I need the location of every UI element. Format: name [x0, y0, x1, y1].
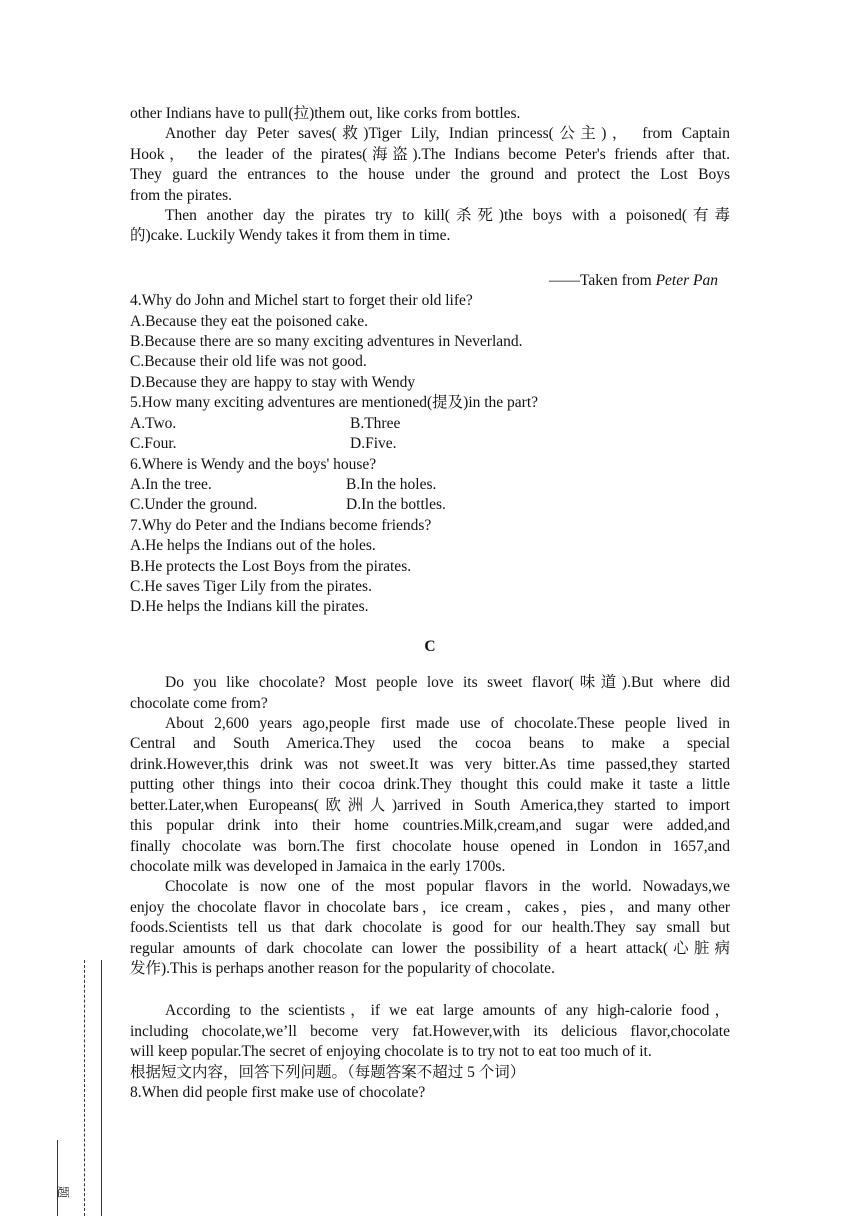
- option-row: [130, 434, 730, 454]
- question-8: 8.When did people first make use of chocolate?: [130, 1083, 426, 1101]
- passage-c-line: chocolate come from?: [130, 694, 268, 712]
- passage-c-line: According to the scientists，if we eat large amounts of any high-calorie food，: [165, 1002, 730, 1020]
- passage-c-line: putting other things into their cocoa drink.They thought this could make it taste a little: [130, 776, 730, 794]
- question-4: 4.Why do John and Michel start to forget their old life?: [130, 292, 473, 310]
- margin-label: 题: [56, 1186, 70, 1199]
- section-heading: C: [424, 637, 436, 655]
- option: A.In the tree.: [130, 475, 212, 493]
- passage-c-line: foods.Scientists tell us that dark chocolate is good for our health.They say small but: [130, 919, 730, 937]
- question-7: 7.Why do Peter and the Indians become friends?: [130, 516, 432, 534]
- option: B.Because there are so many exciting adventures in Neverland.: [130, 333, 523, 351]
- passage-c-line: About 2,600 years ago,people first made use of chocolate.These people lived in: [165, 715, 730, 733]
- option: C.Because their old life was not good.: [130, 353, 367, 371]
- binding-solid-line: [101, 960, 102, 1216]
- option: C.Four.: [130, 435, 177, 453]
- passage-c-line: Chocolate is now one of the most popular flavors in the world. Nowadays,we: [165, 878, 730, 896]
- passage-c-line: Do you like chocolate? Most people love its sweet flavor(味道).But where did: [165, 674, 730, 692]
- option: A.Two.: [130, 414, 177, 432]
- passage-c-line: finally chocolate was born.The first chocolate house opened in London in 1657,and: [130, 837, 730, 855]
- option-row: [130, 475, 730, 495]
- option: C.He saves Tiger Lily from the pirates.: [130, 577, 372, 595]
- option: D.In the bottles.: [346, 496, 446, 514]
- passage-b-line: Another day Peter saves(救)Tiger Lily, Indian princess(公主)， from Captain: [165, 125, 730, 143]
- option: D.He helps the Indians kill the pirates.: [130, 598, 369, 616]
- option: D.Five.: [350, 435, 397, 453]
- question-6: 6.Where is Wendy and the boys' house?: [130, 455, 377, 473]
- option: C.Under the ground.: [130, 496, 258, 514]
- passage-c-line: 发作).This is perhaps another reason for the popularity of chocolate.: [130, 959, 555, 977]
- passage-b-line: other Indians have to pull(拉)them out, like corks from bottles.: [130, 105, 521, 122]
- passage-b-line: 的)cake. Luckily Wendy takes it from them in time.: [130, 227, 451, 245]
- passage-c-line: this popular drink into their home countries.Milk,cream,and sugar were added,and: [130, 817, 730, 835]
- binding-line: [57, 1140, 58, 1216]
- passage-c-line: including chocolate,we’ll become very fat.However,with its delicious flavor,chocolate: [130, 1022, 730, 1040]
- source-citation: ——Taken from Peter Pan: [549, 271, 718, 289]
- question-5: 5.How many exciting adventures are mentioned(提及)in the part?: [130, 394, 539, 412]
- page-content: [130, 104, 730, 1103]
- passage-c-line: enjoy the chocolate flavor in chocolate bars，ice cream，cakes，pies，and many other: [130, 898, 730, 916]
- instruction: 根据短文内容，回答下列问题。（每题答案不超过 5 个词）: [130, 1063, 526, 1081]
- option: B.Three: [350, 414, 401, 432]
- passage-c-line: Central and South America.They used the cocoa beans to make a special: [130, 735, 730, 753]
- passage-c-line: drink.However,this drink was not sweet.It was very bitter.As time passed,they started: [130, 755, 730, 773]
- book-title: Peter Pan: [655, 271, 718, 289]
- option-row: [130, 495, 730, 515]
- passage-c-line: chocolate milk was developed in Jamaica in the early 1700s.: [130, 857, 506, 875]
- option: A.He helps the Indians out of the holes.: [130, 537, 376, 555]
- binding-dashed-line: [84, 960, 85, 1216]
- option: B.In the holes.: [346, 475, 437, 493]
- passage-b-line: from the pirates.: [130, 186, 233, 204]
- passage-b-line: Then another day the pirates try to kill(杀死)the boys with a poisoned(有毒: [165, 207, 730, 225]
- option: B.He protects the Lost Boys from the pirates.: [130, 557, 412, 575]
- option: A.Because they eat the poisoned cake.: [130, 312, 369, 330]
- option: D.Because they are happy to stay with Wendy: [130, 373, 416, 391]
- passage-c-line: regular amounts of dark chocolate can lower the possibility of a heart attack(心脏病: [130, 939, 730, 957]
- passage-c-line: will keep popular.The secret of enjoying chocolate is to try not to eat too much of it.: [130, 1043, 652, 1061]
- passage-c-line: better.Later,when Europeans(欧洲人)arrived in South America,they started to import: [130, 796, 730, 814]
- option-row: [130, 414, 730, 434]
- passage-b-line: Hook， the leader of the pirates(海盗).The Indians become Peter's friends after that.: [130, 145, 730, 163]
- passage-b-line: They guard the entrances to the house under the ground and protect the Lost Boys: [130, 166, 730, 184]
